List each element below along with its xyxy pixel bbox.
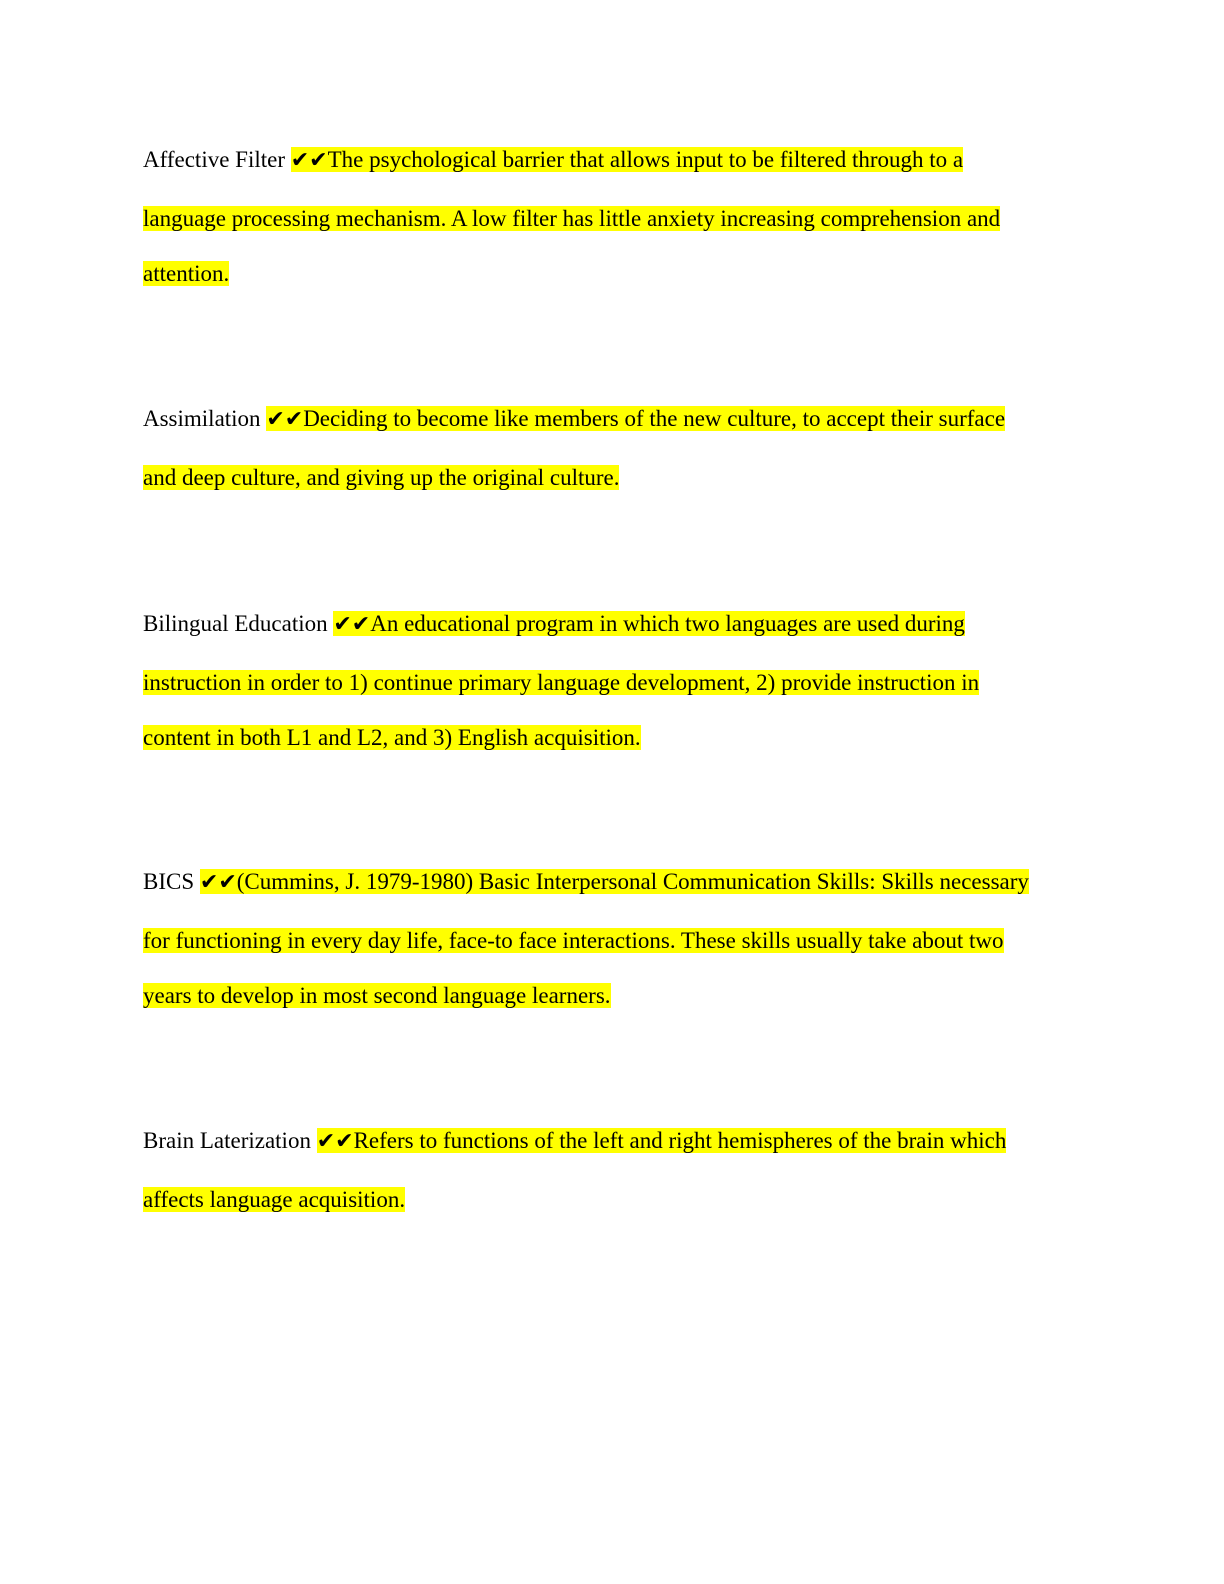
entry-line: [143, 865, 1029, 899]
definition-text: Deciding to become like members of the new culture, to accept their surface: [303, 406, 1006, 431]
entry-line: [143, 257, 229, 291]
double-checkmark-icon: ✔✔: [333, 612, 371, 637]
definition-text: years to develop in most second language learners.: [143, 983, 611, 1008]
entry-term: BICS: [143, 869, 195, 894]
definition-text: and deep culture, and giving up the original culture.: [143, 465, 620, 490]
double-checkmark-icon: ✔✔: [199, 870, 237, 895]
entry-term: Brain Laterization: [143, 1128, 311, 1153]
definition-text: (Cummins, J. 1979-1980) Basic Interpersonal Communication Skills: Skills necessary: [236, 869, 1029, 894]
definition-text: attention.: [143, 261, 230, 286]
entry-line: [143, 924, 1004, 958]
entry-line: [143, 721, 641, 755]
entry-term: Bilingual Education: [143, 611, 328, 636]
entry-term: Affective Filter: [143, 147, 285, 172]
definition-text: instruction in order to 1) continue primary language development, 2) provide instruction in: [143, 670, 980, 695]
entry-line: [143, 666, 979, 700]
definition-text: The psychological barrier that allows input to be filtered through to a: [327, 147, 964, 172]
definition-text: content in both L1 and L2, and 3) English acquisition.: [143, 725, 641, 750]
entry-line: [143, 143, 963, 177]
entry-line: [143, 607, 965, 641]
double-checkmark-icon: ✔✔: [266, 407, 304, 432]
entry-line: [143, 979, 611, 1013]
definition-text: An educational program in which two languages are used during: [370, 611, 965, 636]
entry-line: [143, 202, 1000, 236]
entry-line: [143, 1183, 405, 1217]
definition-text: language processing mechanism. A low filter has little anxiety increasing comprehension and: [143, 206, 1001, 231]
entry-line: [143, 402, 1005, 436]
entry-line: [143, 461, 619, 495]
double-checkmark-icon: ✔✔: [290, 148, 328, 173]
definition-text: Refers to functions of the left and right hemispheres of the brain which: [353, 1128, 1007, 1153]
entry-term: Assimilation: [143, 406, 261, 431]
definition-text: affects language acquisition.: [143, 1187, 406, 1212]
definition-text: for functioning in every day life, face-to face interactions. These skills usually take about two: [143, 928, 1004, 953]
double-checkmark-icon: ✔✔: [316, 1129, 354, 1154]
entry-line: [143, 1124, 1006, 1158]
